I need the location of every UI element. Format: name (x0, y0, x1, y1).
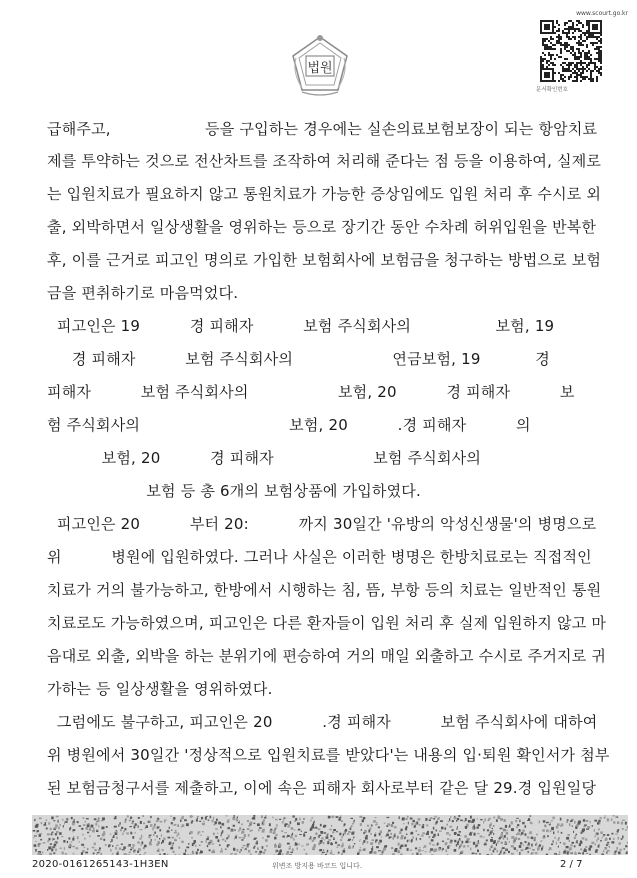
page-indicator: 2 / 7 (560, 859, 583, 870)
barcode-notice: 위변조 방지용 바코드 입니다. (272, 862, 363, 870)
body-line: 된 보험금청구서를 제출하고, 이에 속은 피해자 회사로부터 같은 달 29.경 입원일당 (47, 779, 597, 797)
qr-caption: 문서확인번호 (536, 87, 568, 93)
body-line: 피고인은 20 부터 20: 까지 30일간 '유방의 악성신생물'의 병명으로 (47, 515, 597, 533)
body-line: 험 주식회사의 보험, 20 .경 피해자 의 (47, 416, 531, 434)
body-line: 치료로도 가능하였으며, 피고인은 다른 환자들이 입원 처리 후 실제 입원하지 않고 마 (47, 614, 607, 632)
body-line: 피고인은 19 경 피해자 보험 주식회사의 보험, 19 (47, 317, 555, 335)
body-line: 보험 등 총 6개의 보험상품에 가입하였다. (47, 482, 421, 500)
document-number: 2020-0161265143-1H3EN (32, 859, 169, 870)
body-line: 금을 편취하기로 마음먹었다. (47, 284, 239, 302)
body-line: 그럼에도 불구하고, 피고인은 20 .경 피해자 보험 주식회사에 대하여 (47, 713, 598, 731)
anti-forgery-barcode (32, 815, 628, 855)
body-line: 위 병원에 입원하였다. 그러나 사실은 이러한 병명은 한방치료로는 직접적인 (47, 548, 592, 566)
body-line: 피해자 보험 주식회사의 보험, 20 경 피해자 보 (47, 383, 575, 401)
body-line: 치료가 거의 불가능하고, 한방에서 시행하는 침, 뜸, 부항 등의 치료는 일반적인 통원 (47, 581, 602, 599)
body-line: 후, 이를 근거로 피고인 명의로 가입한 보험회사에 보험금을 청구하는 방법으로 보험 (47, 251, 602, 269)
body-line: 가하는 등 일상생활을 영위하였다. (47, 680, 273, 698)
body-line: 보험, 20 경 피해자 보험 주식회사의 (47, 449, 482, 467)
body-line: 음대로 외출, 외박을 하는 분위기에 편승하여 거의 매일 외출하고 수시로 주거지로 귀 (47, 647, 607, 665)
body-line: 경 피해자 보험 주식회사의 연금보험, 19 경 (47, 350, 550, 368)
seal-text: 법원 (307, 61, 333, 76)
body-line: 급해주고, 등을 구입하는 경우에는 실손의료보험보장이 되는 항암치료 (47, 120, 598, 138)
qr-url: www.scourt.go.kr (576, 10, 628, 17)
body-line: 위 병원에서 30일간 '정상적으로 입원치료를 받았다'는 내용의 입·퇴원 확인서가 첨부 (47, 746, 610, 764)
body-line: 출, 외박하면서 일상생활을 영위하는 등으로 장기간 동안 수차례 허위입원을 반복한 (47, 218, 597, 236)
body-line: 는 입원치료가 필요하지 않고 통원치료가 가능한 증상임에도 입원 처리 후 수시로 외 (47, 185, 602, 203)
body-line: 제를 투약하는 것으로 전산차트를 조작하여 처리해 준다는 점 등을 이용하여, 실제로 (47, 152, 602, 170)
